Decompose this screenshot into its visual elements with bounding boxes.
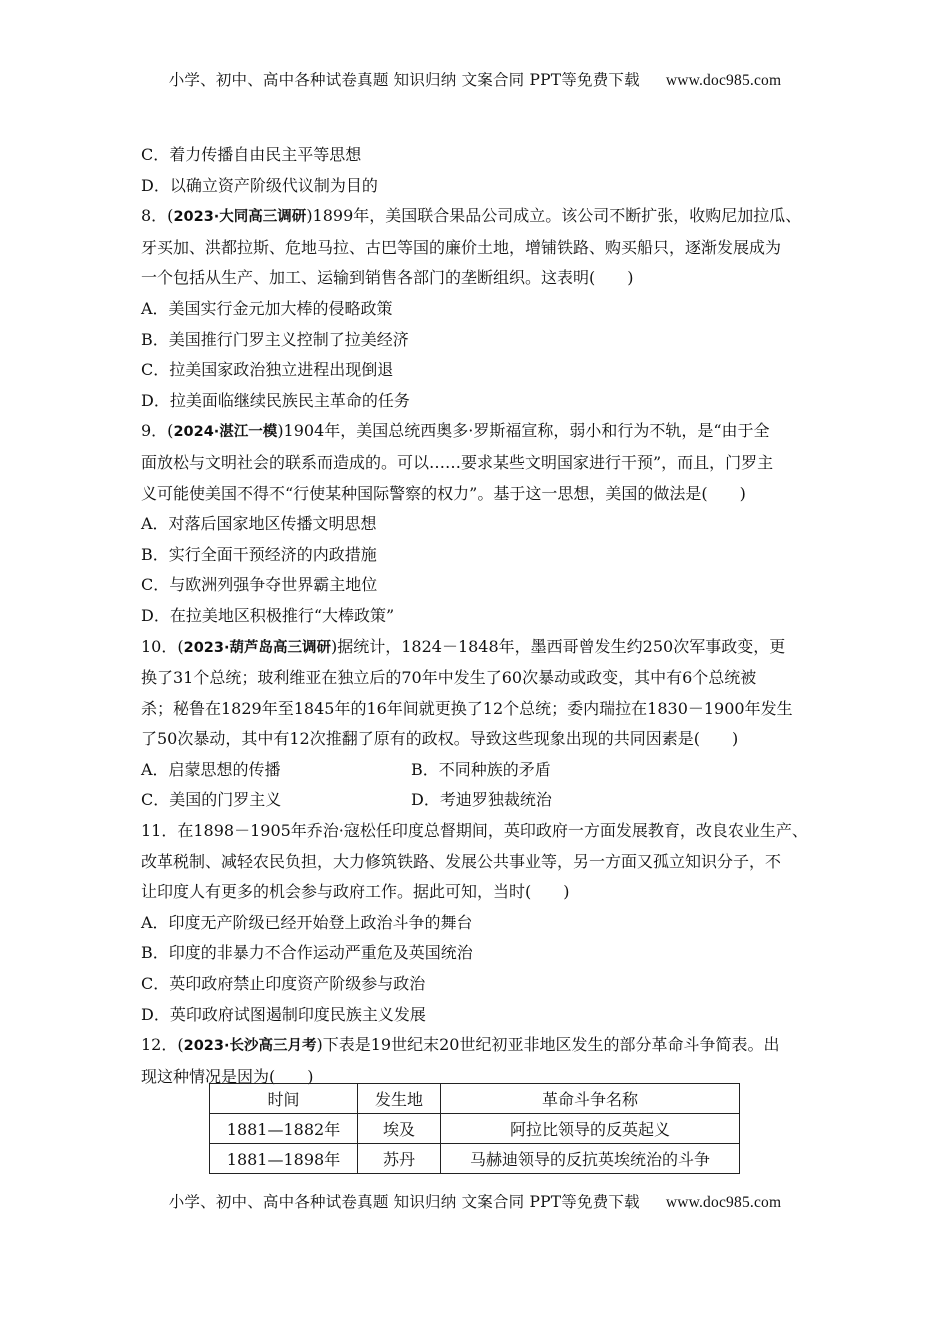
- page-header: [0, 68, 950, 90]
- table-header-row: [210, 1084, 740, 1114]
- q7-option-c: C．着力传播自由民主平等思想: [141, 145, 362, 164]
- q9-stem-line: [141, 416, 821, 448]
- q10-option-d: D．考迪罗独裁统治: [411, 790, 552, 810]
- q10-option-a: A．启蒙思想的传播: [141, 759, 281, 779]
- q10-source: 2023·葫芦岛高三调研: [183, 639, 331, 656]
- q11-option-d: D．英印政府试图遏制印度民族主义发展: [141, 1004, 426, 1024]
- q9-option-a: A．对落后国家地区传播文明思想: [141, 514, 377, 534]
- q9-line1: )1904年，美国总统西奥多·罗斯福宣称，弱小和行为不轨，是“由于全: [277, 421, 770, 441]
- page-content: [141, 140, 821, 1092]
- q11-line3: 让印度人有更多的机会参与政府工作。据此可知，当时( ): [141, 882, 570, 902]
- q12-stem-line: [141, 1030, 821, 1062]
- q12-source: 2023·长沙高三月考: [183, 1038, 317, 1055]
- table-row: [210, 1144, 740, 1174]
- table-header-cell: 革命斗争名称: [441, 1084, 740, 1114]
- q8-stem-line: [141, 201, 821, 233]
- q11-option-c: C．英印政府禁止印度资产阶级参与政治: [141, 974, 426, 994]
- q9-source: 2024·湛江一模: [173, 424, 278, 441]
- q8-option-c: C．拉美国家政治独立进程出现倒退: [141, 360, 394, 380]
- q9-number: 9．(: [141, 421, 174, 441]
- q9-option-b: B．实行全面干预经济的内政措施: [141, 544, 377, 564]
- q10-options-row2: [141, 785, 821, 816]
- q11-line2: 改革税制、减轻农民负担，大力修筑铁路、发展公共事业等，另一方面又孤立知识分子，不: [141, 851, 782, 871]
- q8-option-d: D．拉美面临继续民族民主革命的任务: [141, 390, 410, 410]
- q10-line4: 了50次暴动，其中有12次推翻了原有的政权。导致这些现象出现的共同因素是( ): [141, 729, 739, 749]
- q9-option-c: C．与欧洲列强争夺世界霸主地位: [141, 575, 378, 595]
- table-cell: 1881—1882年: [210, 1114, 358, 1144]
- q11-option-a: A．印度无产阶级已经开始登上政治斗争的舞台: [141, 912, 473, 932]
- q10-options-row1: [141, 755, 821, 786]
- q12-line1: )下表是19世纪末20世纪初亚非地区发生的部分革命斗争简表。出: [316, 1035, 780, 1055]
- table-header-cell: 时间: [210, 1084, 358, 1114]
- q7-option-d: D．以确立资产阶级代议制为目的: [141, 175, 378, 195]
- q8-source: 2023·大同高三调研: [173, 209, 307, 226]
- q8-option-a: A．美国实行金元加大棒的侵略政策: [141, 298, 393, 318]
- q11-line1: 11．在1898－1905年乔治·寇松任印度总督期间，英印政府一方面发展教育，改良农业生产、: [141, 821, 808, 841]
- footer-text: 小学、初中、高中各种试卷真题 知识归纳 文案合同 PPT等免费下载: [168, 1193, 640, 1211]
- q10-number: 10．(: [141, 636, 184, 656]
- q8-number: 8．(: [141, 206, 174, 226]
- q9-option-d: D．在拉美地区积极推行“大棒政策”: [141, 605, 395, 625]
- q9-line3: 义可能使美国不得不“行使某种国际警察的权力”。基于这一思想，美国的做法是( ): [141, 483, 746, 503]
- q11-option-b: B．印度的非暴力不合作运动严重危及英国统治: [141, 943, 473, 963]
- page-footer: [0, 1190, 950, 1212]
- table-cell: 苏丹: [358, 1144, 441, 1174]
- q10-option-c: C．美国的门罗主义: [141, 790, 282, 810]
- q10-line1: )据统计，1824－1848年，墨西哥曾发生约250次军事政变，更: [330, 636, 786, 656]
- q8-option-b: B．美国推行门罗主义控制了拉美经济: [141, 329, 409, 349]
- q10-line3: 杀；秘鲁在1829年至1845年的16年间就更换了12个总统；委内瑞拉在1830－1900年发生: [141, 698, 793, 718]
- q8-line1: )1899年，美国联合果品公司成立。该公司不断扩张，收购尼加拉瓜、: [306, 206, 802, 226]
- header-site-link[interactable]: www.doc985.com: [665, 72, 782, 89]
- q12-line2: 现这种情况是因为( ): [141, 1066, 314, 1086]
- q10-option-b: B．不同种族的矛盾: [411, 759, 551, 779]
- table-cell: 马赫迪领导的反抗英埃统治的斗争: [441, 1144, 740, 1174]
- q10-line2: 换了31个总统；玻利维亚在独立后的70年中发生了60次暴动或政变，其中有6个总统被: [141, 668, 757, 688]
- footer-site-link[interactable]: www.doc985.com: [665, 1194, 782, 1211]
- q12-table: [209, 1083, 740, 1174]
- header-text: 小学、初中、高中各种试卷真题 知识归纳 文案合同 PPT等免费下载: [168, 71, 640, 89]
- q8-line3: 一个包括从生产、加工、运输到销售各部门的垄断组织。这表明( ): [141, 268, 634, 288]
- table-cell: 阿拉比领导的反英起义: [441, 1114, 740, 1144]
- table-cell: 埃及: [358, 1114, 441, 1144]
- q8-line2: 牙买加、洪都拉斯、危地马拉、古巴等国的廉价土地，增铺铁路、购买船只，逐渐发展成为: [141, 237, 782, 257]
- q12-number: 12．(: [141, 1035, 184, 1055]
- table-header-cell: 发生地: [358, 1084, 441, 1114]
- q9-line2: 面放松与文明社会的联系而造成的。可以……要求某些文明国家进行干预”，而且，门罗主: [141, 452, 774, 472]
- table-cell: 1881—1898年: [210, 1144, 358, 1174]
- table-row: [210, 1114, 740, 1144]
- q10-stem-line: [141, 632, 821, 664]
